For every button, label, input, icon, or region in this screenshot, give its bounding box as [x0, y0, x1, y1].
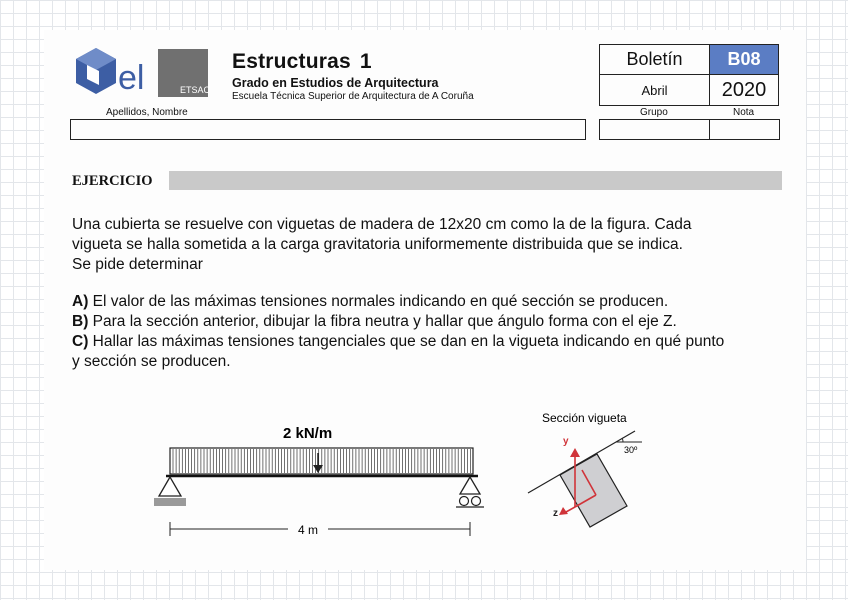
boletin-month: Abril — [599, 74, 710, 106]
group-field[interactable] — [599, 119, 710, 140]
grade-label: Nota — [733, 107, 755, 118]
school-name: Escuela Técnica Superior de Arquitectura de A Coruña — [232, 91, 474, 102]
beam-diagram — [140, 415, 510, 545]
boletin-word: Boletín — [599, 44, 710, 75]
intro-line: vigueta se halla sometida a la carga gravitatoria uniformemente distribuida que se indica. — [72, 236, 683, 253]
exercise-intro — [72, 215, 692, 275]
pinned-support — [154, 477, 186, 506]
axis-z-label: z — [553, 508, 558, 519]
course-title — [232, 50, 372, 74]
logo-mark: el — [118, 59, 145, 97]
span-label: 4 m — [298, 523, 319, 537]
course-number: 1 — [359, 50, 372, 73]
name-label: Apellidos, Nombre — [106, 107, 188, 118]
question-item — [72, 332, 724, 352]
question-item — [72, 312, 724, 332]
question-text: El valor de las máximas tensiones normales indicando en qué sección se producen. — [88, 293, 669, 310]
group-label: Grupo — [640, 107, 668, 118]
boletin-box — [599, 44, 779, 106]
intro-line: Una cubierta se resuelve con viguetas de madera de 12x20 cm como la de la figura. Cada — [72, 216, 692, 233]
question-list — [72, 292, 724, 372]
question-continuation: y sección se producen. — [72, 353, 231, 370]
load-label: 2 kN/m — [283, 425, 333, 442]
span-dimension — [170, 522, 470, 536]
question-text: Para la sección anterior, dibujar la fibra neutra y hallar que ángulo forma con el eje Z. — [88, 313, 677, 330]
question-letter: B) — [72, 313, 89, 330]
logo-text: ETSAC — [180, 85, 211, 95]
question-item — [72, 292, 724, 312]
degree-subtitle: Grado en Estudios de Arquitectura — [232, 76, 439, 90]
boletin-year: 2020 — [709, 74, 779, 106]
angle-label: 30º — [624, 445, 638, 455]
heading-bar — [169, 171, 782, 190]
name-field[interactable] — [70, 119, 586, 140]
section-diagram — [520, 405, 650, 540]
question-letter: A) — [72, 293, 89, 310]
exercise-heading: EJERCICIO — [72, 173, 153, 189]
question-letter: C) — [72, 333, 89, 350]
school-logo — [72, 45, 212, 101]
course-name: Estructuras — [232, 50, 351, 73]
section-title: Sección vigueta — [542, 411, 627, 425]
roller-support — [456, 477, 484, 507]
question-text: Hallar las máximas tensiones tangenciales que se dan en la vigueta indicando en qué punto — [88, 333, 725, 350]
axis-y-label: y — [563, 436, 569, 447]
boletin-code: B08 — [709, 44, 779, 75]
intro-line: Se pide determinar — [72, 256, 203, 273]
grade-field[interactable] — [709, 119, 780, 140]
